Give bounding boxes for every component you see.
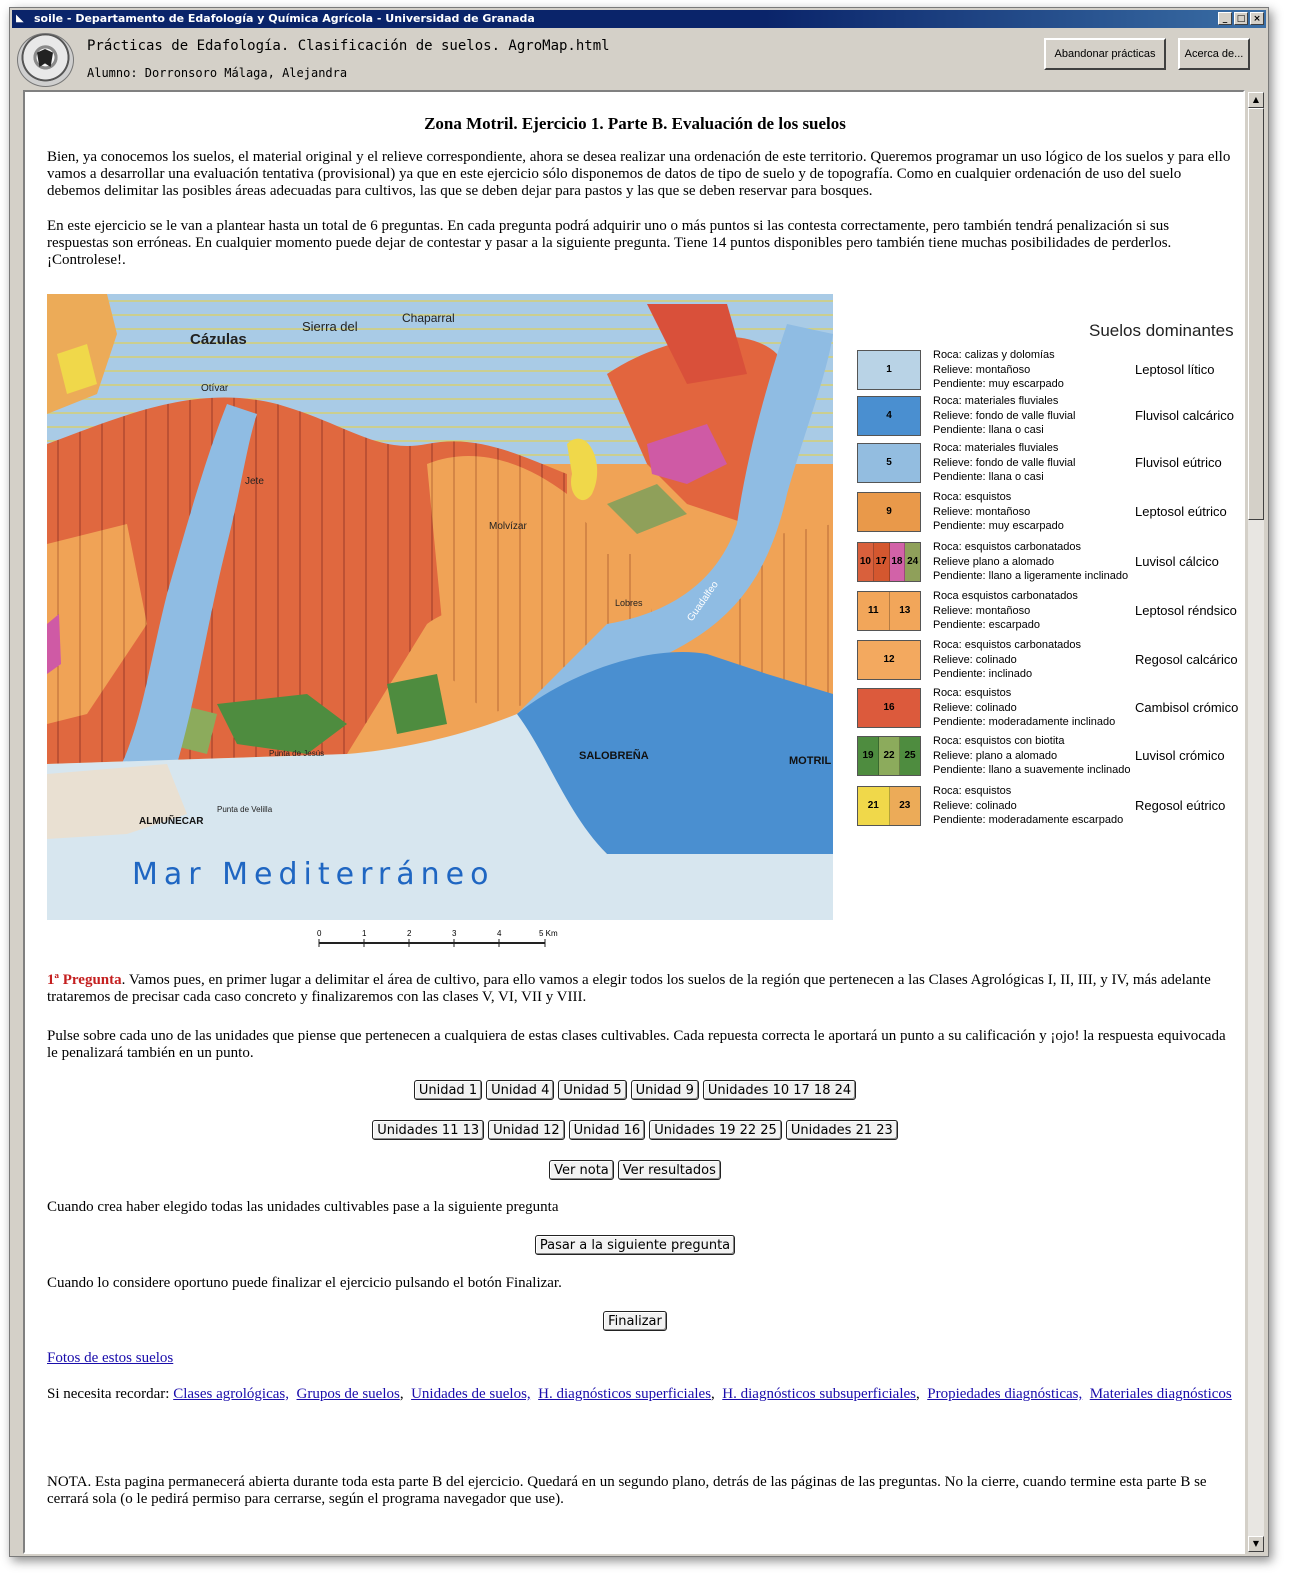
- question-label: 1ª Pregunta: [47, 972, 122, 988]
- legend-description: [933, 441, 1075, 485]
- scroll-thumb[interactable]: [1248, 108, 1264, 520]
- unit-9-button[interactable]: Unidad 9: [631, 1080, 699, 1100]
- legend-soil-name: Fluvisol eútrico: [1135, 455, 1222, 470]
- legend-swatch: [857, 492, 921, 532]
- reminder-links: Si necesita recordar: Clases agrológicas, Grupos de suelos, Unidades de suelos, H. diagnósticos superficiales, H. diagnósticos subsuperficiales, Propiedades diagnósticas, Materiales diagnósticos: [47, 1386, 1232, 1402]
- next-instructions: Cuando crea haber elegido todas las unidades cultivables pase a la siguiente pregunta: [47, 1199, 559, 1215]
- note-paragraph: NOTA. Esta pagina permanecerá abierta durante toda esta parte B del ejercicio. Quedará en un segundo plano, detrás de las páginas de las preguntas. No la cierre, cuando termine esta parte B se cerrará sola (o le pedirá permiso para cerrarse, según el programa navegador que use).: [47, 1474, 1207, 1507]
- finish-button[interactable]: Finalizar: [603, 1311, 667, 1331]
- legend-swatch: [857, 396, 921, 436]
- scale-tick: 1: [362, 929, 367, 938]
- legend-rock: Roca: esquistos: [933, 491, 1012, 503]
- window-title: soile - Departamento de Edafología y Química Agrícola - Universidad de Granada: [34, 12, 535, 25]
- legend-soil-name: Luvisol crómico: [1135, 748, 1225, 763]
- map-label: ALMUÑECAR: [139, 816, 204, 827]
- legend-slope: Pendiente: llana o casi: [933, 424, 1044, 436]
- legend-unit-number: 1: [858, 351, 920, 389]
- photos-row: [47, 1350, 1232, 1367]
- student-name: Alumno: Dorronsoro Málaga, Alejandra: [87, 66, 348, 80]
- map-label: Punta de Velilla: [217, 805, 273, 814]
- legend-slope: Pendiente: muy escarpado: [933, 520, 1064, 532]
- legend-unit-number: 23: [890, 787, 921, 825]
- legend-slope: Pendiente: inclinado: [933, 668, 1033, 680]
- map-label: Sierra del: [302, 319, 358, 334]
- legend-row: [857, 589, 1245, 633]
- about-button[interactable]: Acerca de...: [1178, 38, 1250, 70]
- legend-description: [933, 784, 1123, 828]
- vertical-scrollbar[interactable]: [1248, 92, 1264, 1552]
- legend-swatch: [857, 591, 921, 631]
- scroll-down-icon[interactable]: ▼: [1248, 1536, 1264, 1552]
- app-header: [12, 30, 1266, 88]
- question-paragraph: [47, 972, 1232, 1006]
- legend-rock: Roca: materiales fluviales: [933, 395, 1059, 407]
- legend-relief: Relieve: plano a alomado: [933, 749, 1058, 762]
- unit-5-button[interactable]: Unidad 5: [558, 1080, 626, 1100]
- unit-buttons-row-2: [25, 1120, 1245, 1140]
- legend-row: [857, 348, 1245, 392]
- legend-row: [857, 734, 1245, 778]
- link-unidades-de-suelos[interactable]: Unidades de suelos,: [411, 1386, 531, 1402]
- legend-row: [857, 784, 1245, 828]
- legend-slope: Pendiente: llano a ligeramente inclinado: [933, 570, 1129, 582]
- next-button-row: [25, 1235, 1245, 1255]
- link-h-diagnosticos-superficiales[interactable]: H. diagnósticos superficiales: [538, 1386, 712, 1402]
- sea-label: Mar Mediterráneo: [132, 857, 495, 892]
- legend-swatch: [857, 688, 921, 728]
- legend-unit-number: 24: [905, 543, 920, 581]
- reminder-prefix: Si necesita recordar:: [47, 1386, 174, 1402]
- legend-unit-number: 17: [874, 543, 890, 581]
- legend-unit-number: 11: [858, 592, 890, 630]
- legend-rock: Roca: esquistos: [933, 687, 1012, 699]
- legend-soil-name: Leptosol réndsico: [1135, 603, 1237, 618]
- app-window: [9, 7, 1269, 1557]
- legend-unit-number: 10: [858, 543, 874, 581]
- app-icon: ◣: [16, 13, 24, 24]
- legend-description: [933, 638, 1081, 682]
- units-11-13-button[interactable]: Unidades 11 13: [372, 1120, 484, 1140]
- scale-tick: 5 Km: [539, 929, 558, 938]
- legend-rock: Roca: esquistos carbonatados: [933, 541, 1081, 553]
- next-question-button[interactable]: Pasar a la siguiente pregunta: [535, 1235, 735, 1255]
- units-10-17-18-24-button[interactable]: Unidades 10 17 18 24: [703, 1080, 856, 1100]
- legend-swatch: [857, 786, 921, 826]
- university-logo: [17, 33, 74, 87]
- legend-swatch: [857, 443, 921, 483]
- question-instructions: Pulse sobre cada uno de las unidades que piense que pertenecen a cualquiera de estas clases cultivables. Cada repuesta correcta le aportará un punto a su calificación y ¡ojo! la respuesta equivocada le penalizará también en un punto.: [47, 1028, 1226, 1061]
- legend-unit-number: 25: [900, 737, 920, 775]
- link-clases-agrologicas[interactable]: Clases agrológicas,: [173, 1386, 290, 1402]
- exercise-path: Prácticas de Edafología. Clasificación de suelos. AgroMap.html: [87, 38, 610, 54]
- unit-1-button[interactable]: Unidad 1: [414, 1080, 482, 1100]
- legend-relief: Relieve: colinado: [933, 653, 1017, 666]
- legend-description: [933, 490, 1064, 534]
- legend-row: [857, 441, 1245, 485]
- legend-swatch: [857, 542, 921, 582]
- legend-rock: Roca: materiales fluviales: [933, 442, 1059, 454]
- legend-relief: Relieve: colinado: [933, 799, 1017, 812]
- scroll-up-icon[interactable]: ▲: [1248, 92, 1264, 108]
- legend-title: Suelos dominantes: [1089, 321, 1234, 340]
- legend-slope: Pendiente: muy escarpado: [933, 378, 1064, 390]
- legend-slope: Pendiente: escarpado: [933, 619, 1041, 631]
- legend-rock: Roca: esquistos: [933, 785, 1012, 797]
- close-button[interactable]: ×: [1250, 12, 1264, 25]
- link-materiales-diagnosticos[interactable]: Materiales diagnósticos: [1089, 1386, 1232, 1402]
- legend-soil-name: Leptosol eútrico: [1135, 504, 1227, 519]
- legend-rock: Roca: esquistos carbonatados: [933, 639, 1081, 651]
- unit-12-button[interactable]: Unidad 12: [488, 1120, 565, 1140]
- unit-16-button[interactable]: Unidad 16: [569, 1120, 646, 1140]
- link-h-diagnosticos-subsuperficiales[interactable]: H. diagnósticos subsuperficiales: [722, 1386, 916, 1402]
- legend-description: [933, 394, 1075, 438]
- legend-unit-number: 19: [858, 737, 879, 775]
- legend-description: [933, 348, 1064, 392]
- abandon-button[interactable]: Abandonar prácticas: [1044, 38, 1166, 70]
- scale-tick: 3: [452, 929, 457, 938]
- legend-unit-number: 16: [858, 689, 920, 727]
- legend-swatch: [857, 736, 921, 776]
- scale-tick: 0: [317, 929, 322, 938]
- view-results-button[interactable]: Ver resultados: [618, 1160, 721, 1180]
- legend-swatch: [857, 350, 921, 390]
- legend-unit-number: 12: [858, 641, 920, 679]
- legend-description: [933, 589, 1078, 633]
- link-grupos-de-suelos[interactable]: Grupos de suelos: [296, 1386, 400, 1402]
- view-score-button[interactable]: Ver nota: [549, 1160, 614, 1180]
- legend-slope: Pendiente: moderadamente inclinado: [933, 716, 1116, 728]
- legend-relief: Relieve: fondo de valle fluvial: [933, 409, 1076, 422]
- legend-soil-name: Fluvisol calcárico: [1135, 408, 1234, 423]
- page-title: Zona Motril. Ejercicio 1. Parte B. Evaluación de los suelos: [424, 114, 846, 133]
- units-19-22-25-button[interactable]: Unidades 19 22 25: [649, 1120, 782, 1140]
- soil-photos-link[interactable]: Fotos de estos suelos: [47, 1350, 174, 1366]
- legend-soil-name: Regosol calcárico: [1135, 652, 1238, 667]
- rules-paragraph: En este ejercicio se le van a plantear hasta un total de 6 preguntas. En cada pregunta podrá adquirir uno o más puntos si las contesta correctamente, pero también tendrá penalización si sus respuestas son erróneas. En cualquier momento puede dejar de contestar y pasar a la siguiente pregunta. Tiene 14 puntos disponibles pero también tiene muchas posibilidades de perderlos. ¡Controlese!.: [47, 218, 1172, 268]
- legend-slope: Pendiente: llana o casi: [933, 471, 1044, 483]
- map-label: Molvízar: [489, 521, 527, 532]
- legend-relief: Relieve: montañoso: [933, 604, 1031, 617]
- map-label: Jete: [245, 476, 264, 487]
- map-label: MOTRIL: [789, 755, 832, 767]
- legend-soil-name: Leptosol lítico: [1135, 362, 1215, 377]
- legend-unit-number: 18: [890, 543, 906, 581]
- soil-map[interactable]: [47, 294, 833, 920]
- minimize-button[interactable]: _: [1218, 12, 1232, 25]
- score-buttons-row: [25, 1160, 1245, 1180]
- legend-relief: Relieve plano a alomado: [933, 555, 1055, 568]
- legend-soil-name: Luvisol cálcico: [1135, 554, 1219, 569]
- unit-4-button[interactable]: Unidad 4: [486, 1080, 554, 1100]
- legend-slope: Pendiente: moderadamente escarpado: [933, 814, 1124, 826]
- question-text: . Vamos pues, en primer lugar a delimitar el área de cultivo, para ello vamos a elegir todos los suelos de la región que pertenecen a las Clases Agrológicas I, II, III, y IV, más adelante trataremos de precisar cada caso concreto y finalizaremos con las clases V, VI, VII y VIII.: [47, 972, 1211, 1005]
- legend-relief: Relieve: montañoso: [933, 363, 1031, 376]
- legend-rock: Roca esquistos carbonatados: [933, 590, 1078, 602]
- legend-relief: Relieve: colinado: [933, 701, 1017, 714]
- legend-row: [857, 540, 1245, 584]
- legend-soil-name: Cambisol crómico: [1135, 700, 1239, 715]
- legend-slope: Pendiente: llano a suavemente inclinado: [933, 764, 1131, 776]
- legend-description: [933, 540, 1128, 584]
- map-label: SALOBREÑA: [579, 750, 649, 762]
- legend-unit-number: 22: [879, 737, 900, 775]
- legend-rock: Roca: esquistos con biotita: [933, 735, 1065, 747]
- legend-unit-number: 21: [858, 787, 890, 825]
- map-label: Lobres: [615, 598, 643, 608]
- legend-row: [857, 394, 1245, 438]
- legend-soil-name: Regosol eútrico: [1135, 798, 1226, 813]
- units-21-23-button[interactable]: Unidades 21 23: [786, 1120, 898, 1140]
- map-scale-bar: [317, 928, 567, 950]
- legend-description: [933, 734, 1131, 778]
- map-label: Punta de Jesús: [269, 749, 325, 758]
- intro-paragraph: Bien, ya conocemos los suelos, el material original y el relieve correspondiente, ahora se desea realizar una ordenación de este territorio. Queremos programar un uso lógico de los suelos y para ello vamos a desarrollar una evaluación tentativa (provisional) ya que en este ejercicio sólo disponemos de datos de tipo de suelo y de topografía. Como en cualquier ordenación de uso del suelo debemos delimitar las posibles áreas adecuadas para cultivos, las que se deben dejar para pastos y las que se deben reservar para bosques.: [47, 149, 1231, 199]
- scale-tick: 2: [407, 929, 412, 938]
- content-pane: [23, 90, 1245, 1554]
- map-label: Guadalfeo: [685, 579, 721, 624]
- scale-tick: 4: [497, 929, 502, 938]
- map-label: Cázulas: [190, 331, 247, 348]
- legend-unit-number: 9: [858, 493, 920, 531]
- legend-swatch: [857, 640, 921, 680]
- link-propiedades-diagnosticas[interactable]: Propiedades diagnósticas,: [927, 1386, 1083, 1402]
- legend-unit-number: 4: [858, 397, 920, 435]
- map-label: Otívar: [201, 383, 229, 394]
- finish-instructions: Cuando lo considere oportuno puede finalizar el ejercicio pulsando el botón Finalizar.: [47, 1275, 562, 1291]
- legend-row: [857, 490, 1245, 534]
- legend-relief: Relieve: montañoso: [933, 505, 1031, 518]
- maximize-button[interactable]: □: [1234, 12, 1248, 25]
- legend-rock: Roca: calizas y dolomías: [933, 349, 1055, 361]
- legend-row: [857, 638, 1245, 682]
- legend-row: [857, 686, 1245, 730]
- finish-button-row: [25, 1311, 1245, 1331]
- map-label: Chaparral: [402, 311, 455, 325]
- legend-unit-number: 13: [890, 592, 921, 630]
- legend-relief: Relieve: fondo de valle fluvial: [933, 456, 1076, 469]
- unit-buttons-row-1: [25, 1080, 1245, 1100]
- legend-unit-number: 5: [858, 444, 920, 482]
- title-bar: [12, 10, 1266, 28]
- legend-description: [933, 686, 1115, 730]
